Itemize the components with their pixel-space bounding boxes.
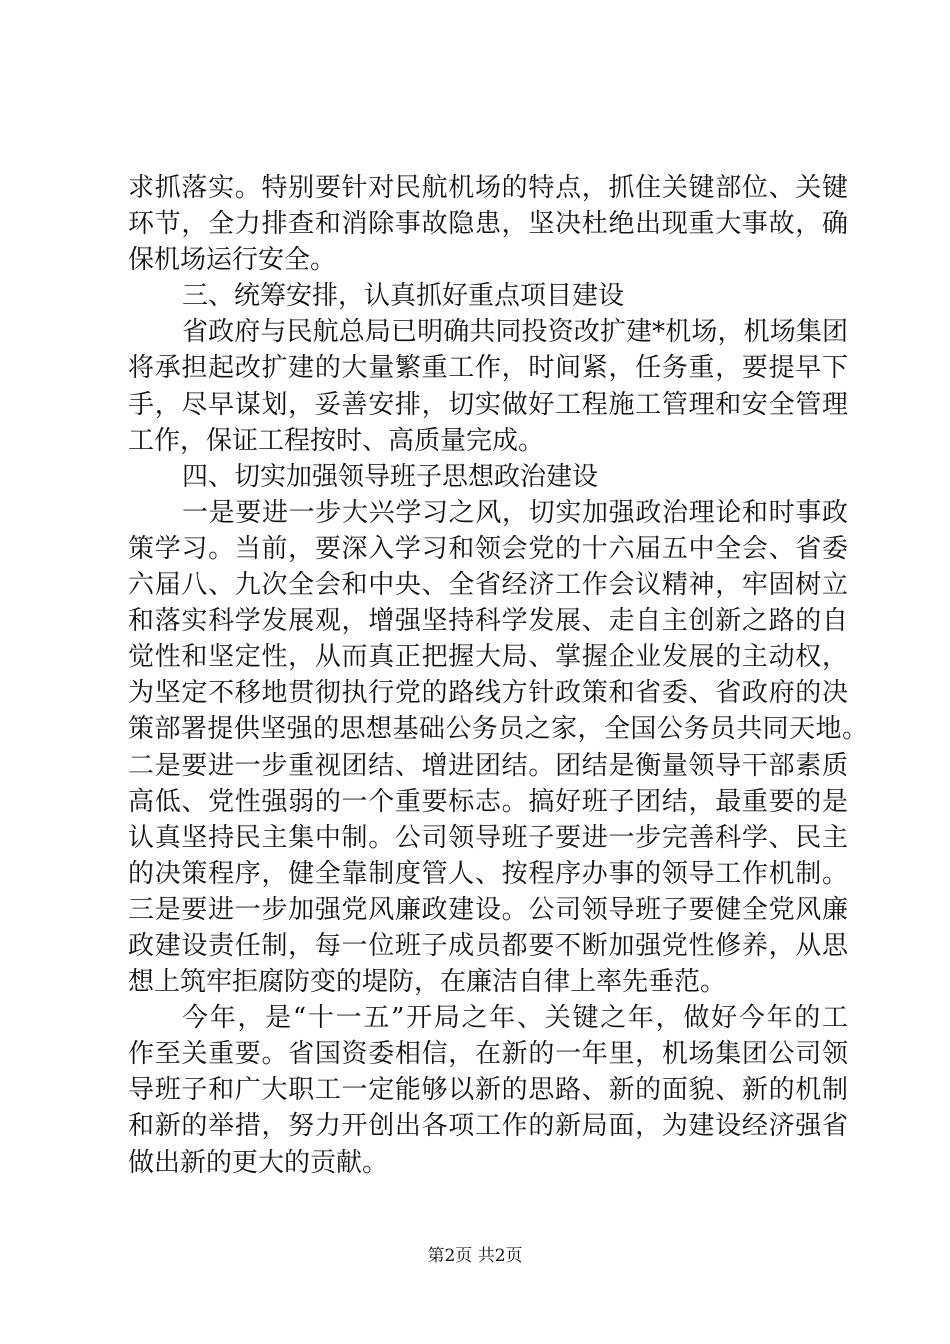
page-number-footer: 第2页 共2页 bbox=[427, 1246, 523, 1266]
text-line: 觉性和坚定性，从而真正把握大局、掌握企业发展的主动权， bbox=[128, 642, 848, 673]
text-line: 策部署提供坚强的思想基础公务员之家，全国公务员共同天地。 bbox=[128, 714, 868, 745]
text-line: 和新的举措，努力开创出各项工作的新局面，为建设经济强省 bbox=[128, 1111, 848, 1142]
text-line: 的决策程序，健全靠制度管人、按程序办事的领导工作机制。 bbox=[128, 858, 848, 889]
text-line: 认真坚持民主集中制。公司领导班子要进一步完善科学、民主 bbox=[128, 822, 848, 853]
text-line: 为坚定不移地贯彻执行党的路线方针政策和省委、省政府的决 bbox=[128, 678, 848, 709]
section-heading: 三、统筹安排，认真抓好重点项目建设 bbox=[182, 281, 625, 312]
text-line: 求抓落实。特别要针对民航机场的特点，抓住关键部位、关键 bbox=[128, 173, 848, 203]
text-line: 想上筑牢拒腐防变的堤防，在廉洁自律上率先垂范。 bbox=[128, 967, 727, 998]
text-line: 导班子和广大职工一定能够以新的思路、新的面貌、新的机制 bbox=[128, 1075, 848, 1106]
text-line: 工作，保证工程按时、高质量完成。 bbox=[128, 425, 545, 456]
text-line: 省政府与民航总局已明确共同投资改扩建*机场，机场集团 bbox=[182, 317, 848, 348]
text-line: 和落实科学发展观，增强坚持科学发展、走自主创新之路的自 bbox=[128, 606, 848, 637]
text-line: 二是要进一步重视团结、增进团结。团结是衡量领导干部素质 bbox=[128, 750, 848, 781]
text-line: 一是要进一步大兴学习之风，切实加强政治理论和时事政 bbox=[182, 497, 848, 528]
text-line: 做出新的更大的贡献。 bbox=[128, 1147, 389, 1178]
text-line: 将承担起改扩建的大量繁重工作，时间紧，任务重，要提早下 bbox=[128, 353, 848, 384]
text-line: 今年，是“十一五”开局之年、关键之年，做好今年的工 bbox=[182, 1003, 848, 1034]
text-line: 作至关重要。省国资委相信，在新的一年里，机场集团公司领 bbox=[128, 1039, 848, 1070]
text-line: 高低、党性强弱的一个重要标志。搞好班子团结，最重要的是 bbox=[128, 786, 848, 817]
text-line: 三是要进一步加强党风廉政建设。公司领导班子要健全党风廉 bbox=[128, 894, 848, 925]
text-line: 政建设责任制，每一位班子成员都要不断加强党性修养，从思 bbox=[128, 930, 848, 961]
text-line: 环节，全力排查和消除事故隐患，坚决杜绝出现重大事故，确 bbox=[128, 209, 848, 240]
text-line: 保机场运行安全。 bbox=[128, 245, 337, 276]
section-heading: 四、切实加强领导班子思想政治建设 bbox=[182, 461, 599, 492]
text-line: 策学习。当前，要深入学习和领会党的十六届五中全会、省委 bbox=[128, 533, 848, 564]
text-line: 手，尽早谋划，妥善安排，切实做好工程施工管理和安全管理 bbox=[128, 389, 848, 420]
document-body bbox=[128, 170, 868, 1181]
text-line: 六届八、九次全会和中央、全省经济工作会议精神，牢固树立 bbox=[128, 570, 848, 601]
